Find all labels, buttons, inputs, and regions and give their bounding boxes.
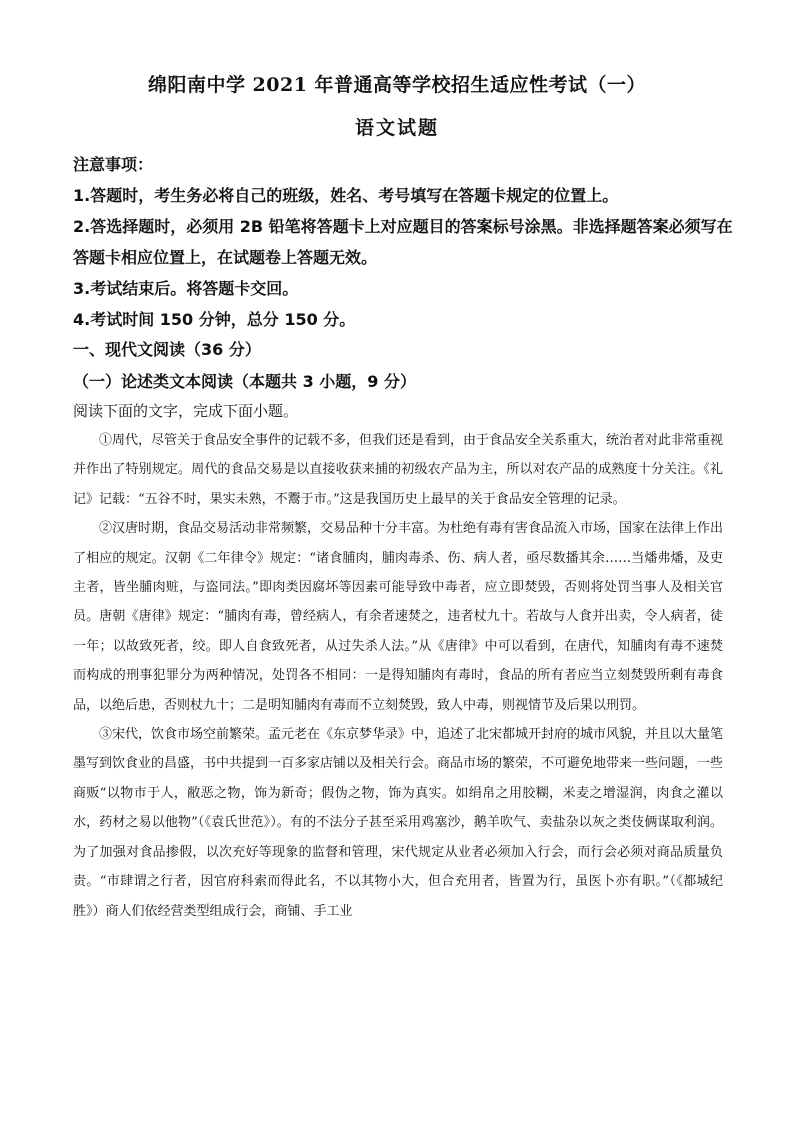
note-item: 1.答题时，考生务必将自己的班级，姓名、考号填写在答题卡规定的位置上。 — [73, 186, 619, 205]
passage-paragraph: ①周代，尽管关于食品安全事件的记载不多，但我们还是看到，由于食品安全关系重大，统治者对此非常重视并作出了特别规定。周代的食品交易是以直接收获来捕的初级农产品为主，所以对农产品的成熟度十分关注。《礼记》记载：“五谷不时，果实未熟，不鬻于市。”这是我国历史上最早的关于食品安全管理的记录。 — [73, 433, 724, 507]
notes-block — [73, 149, 733, 335]
passage-paragraph: ②汉唐时期，食品交易活动非常频繁，交易品种十分丰富。为杜绝有毒有害食品流入市场，国家在法律上作出了相应的规定。汉朝《二年律令》规定：“诸食脯肉，脯肉毒杀、伤、病人者，亟尽数播其余……当燔弗燔，及吏主者，皆坐脯肉赃，与盗同法。”即肉类因腐坏等因素可能导致中毒者，应立即焚毁，否则将处罚当事人及相关官员。唐朝《唐律》规定：“脯肉有毒，曾经病人，有余者速焚之，违者杖九十。若故与人食并出卖，令人病者，徒一年；以故致死者，绞。即人自食致死者，从过失杀人法。”从《唐律》中可以看到，在唐代，知脯肉有毒不速焚而构成的刑事犯罪分为两种情况，处罚各不相同：一是得知脯肉有毒时，食品的所有者应当立刻焚毁所剩有毒食品，以绝后患，否则杖九十；二是明知脯肉有毒而不立刻焚毁，致人中毒，则视情节及后果以刑罚。 — [73, 521, 724, 713]
subsection-heading: （一）论述类文本阅读（本题共 3 小题，9 分） — [73, 372, 416, 391]
note-item: 2.答选择题时，必须用 2B 铅笔将答题卡上对应题目的答案标号涂黑。非选择题答案必须写在 — [73, 217, 733, 236]
section-heading: 一、现代文阅读（36 分） — [73, 340, 261, 359]
exam-subtitle: 语文试题 — [354, 117, 439, 139]
reading-instruction: 阅读下面的文字，完成下面小题。 — [73, 402, 299, 420]
reading-passage — [73, 426, 723, 926]
exam-title: 绵阳南中学 2021 年普通高等学校招生适应性考试（一） — [147, 74, 647, 96]
note-item: 答题卡相应位置上，在试题卷上答题无效。 — [73, 248, 378, 267]
passage-paragraph: ③宋代，饮食市场空前繁荣。孟元老在《东京梦华录》中，追述了北宋都城开封府的城市风貌，并且以大量笔墨写到饮食业的昌盛，书中共提到一百多家店铺以及相关行会。商品市场的繁荣，不可避免地带来一些问题，一些商贩“以物市于人，敝恶之物，饰为新奇；假伪之物，饰为真实。如绢帛之用胶糊，米麦之增湿润，肉食之灌以水，药材之易以他物”（《袁氏世范》）。有的不法分子甚至采用鸡塞沙，鹅羊吹气、卖盐杂以灰之类伎俩谋取利润。为了加强对食品掺假，以次充好等现象的监督和管理，宋代规定从业者必须加入行会，而行会必须对商品质量负责。“市肆谓之行者，因官府科索而得此名，不以其物小大，但合充用者，皆置为行，虽医卜亦有职。”（《都城纪胜》）商人们依经营类型组成行会，商铺、手工业 — [73, 727, 724, 919]
notes-heading: 注意事项： — [73, 155, 154, 174]
note-item: 3.考试结束后。将答题卡交回。 — [73, 279, 299, 298]
note-item: 4.考试时间 150 分钟，总分 150 分。 — [73, 310, 356, 329]
